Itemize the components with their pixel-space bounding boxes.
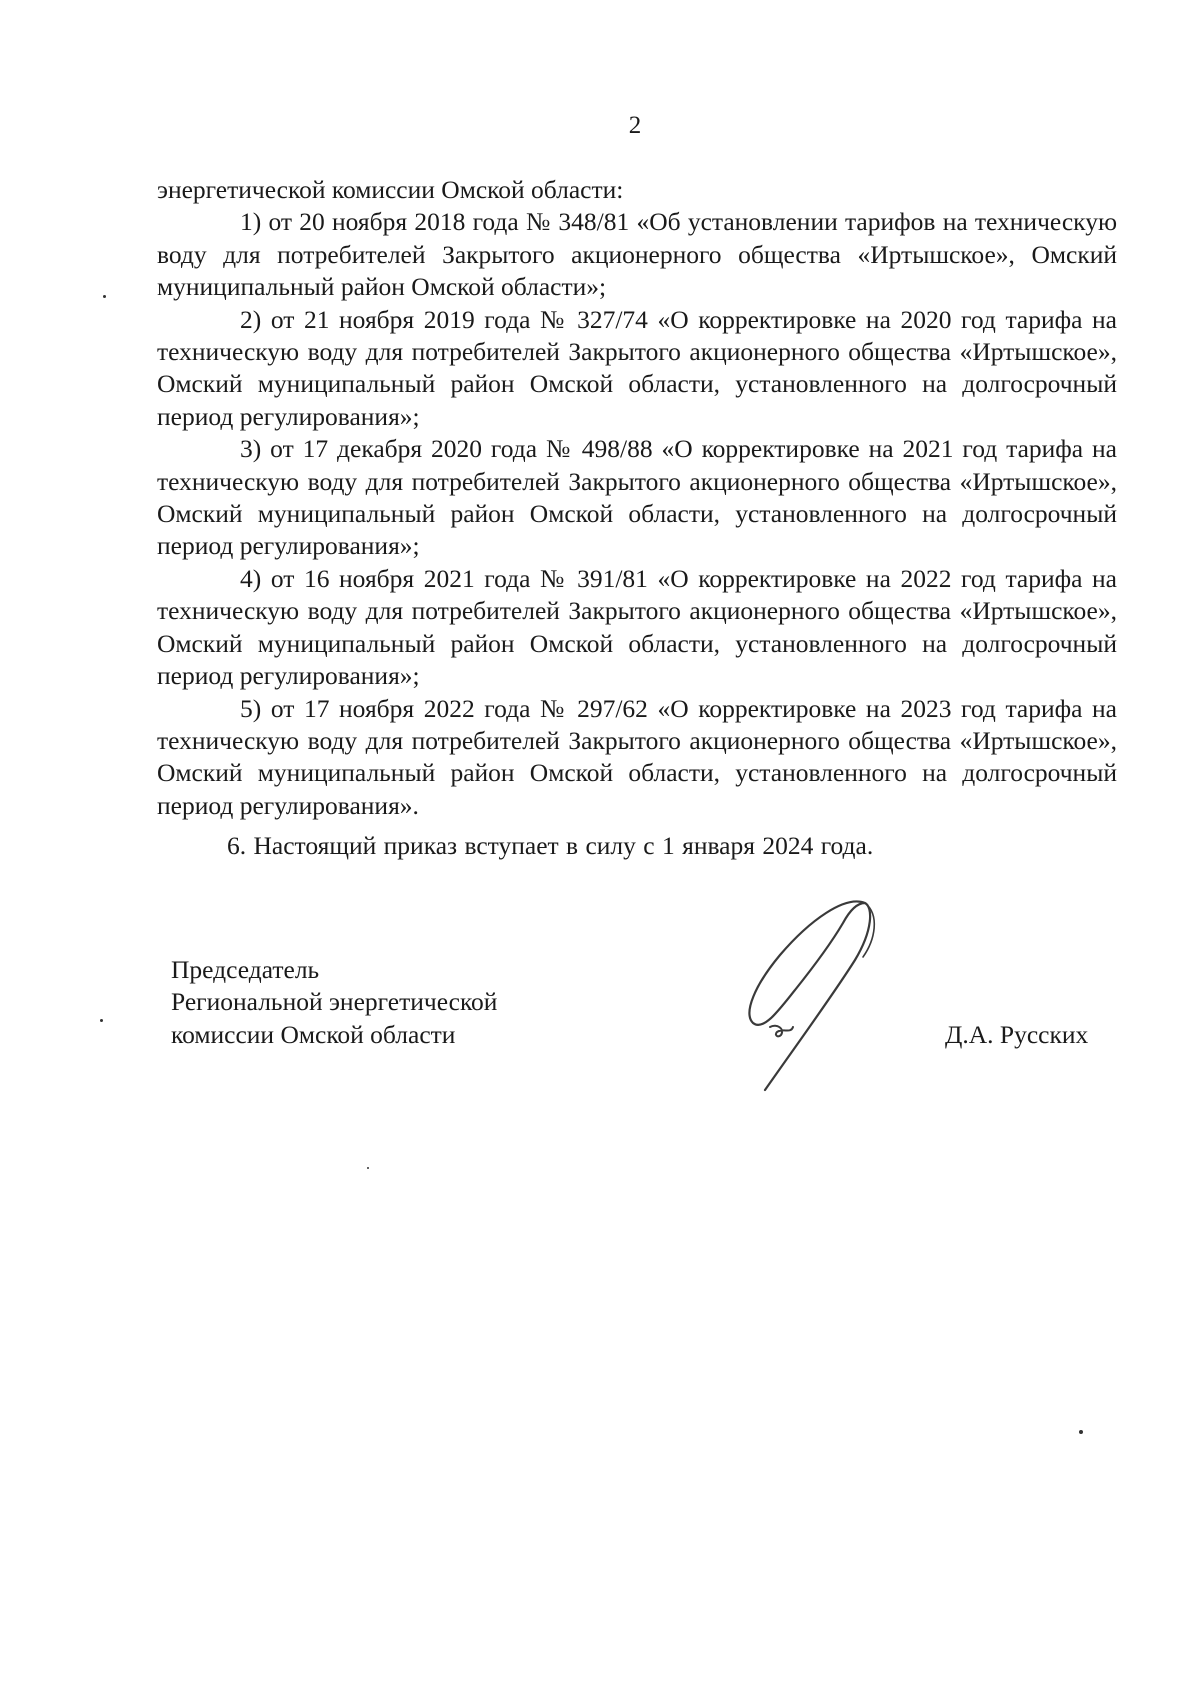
document-body bbox=[157, 174, 1117, 863]
list-item-5: 5) от 17 ноября 2022 года № 297/62 «О корректировке на 2023 год тарифа на техническую воду для потребителей Закрытого акционерного общества «Иртышское», Омский муниципальный район Омской области, установленного на долгосрочный период регулирования». bbox=[157, 693, 1117, 820]
list-item-3: 3) от 17 декабря 2020 года № 498/88 «О корректировке на 2021 год тарифа на техническую воду для потребителей Закрытого акционерного общества «Иртышское», Омский муниципальный район Омской области, установленного на долгосрочный период регулирования»; bbox=[157, 434, 1117, 561]
page-number: 2 bbox=[628, 112, 642, 139]
scan-speck bbox=[100, 1019, 103, 1022]
list-item-4: 4) от 16 ноября 2021 года № 391/81 «О корректировке на 2022 год тарифа на техническую воду для потребителей Закрытого акционерного общества «Иртышское», Омский муниципальный район Омской области, установленного на долгосрочный период регулирования»; bbox=[157, 563, 1117, 691]
signer-name: Д.А. Русских bbox=[945, 1020, 1089, 1049]
scan-speck bbox=[103, 295, 106, 298]
handwritten-signature bbox=[715, 895, 890, 1100]
signer-position-line-1: Председатель bbox=[171, 955, 320, 984]
signer-position bbox=[171, 954, 497, 1051]
scan-speck bbox=[367, 1167, 369, 1169]
signer-position-line-3: комиссии Омской области bbox=[171, 1019, 456, 1049]
scan-speck bbox=[1079, 1430, 1083, 1434]
paragraph-6: 6. Настоящий приказ вступает в силу с 1 января 2024 года. bbox=[227, 831, 874, 861]
intro-text: энергетической комиссии Омской области: bbox=[157, 175, 624, 204]
signer-position-line-2: Региональной энергетической bbox=[171, 987, 498, 1017]
list-item-2: 2) от 21 ноября 2019 года № 327/74 «О корректировке на 2020 год тарифа на техническую воду для потребителей Закрытого акционерного общества «Иртышское», Омский муниципальный район Омской области, установленного на долгосрочный период регулирования»; bbox=[157, 304, 1117, 431]
list-item-1: 1) от 20 ноября 2018 года № 348/81 «Об установлении тарифов на техническую воду для потребителей Закрытого акционерного общества «Иртышское», Омский муниципальный район Омской области»; bbox=[157, 207, 1117, 302]
